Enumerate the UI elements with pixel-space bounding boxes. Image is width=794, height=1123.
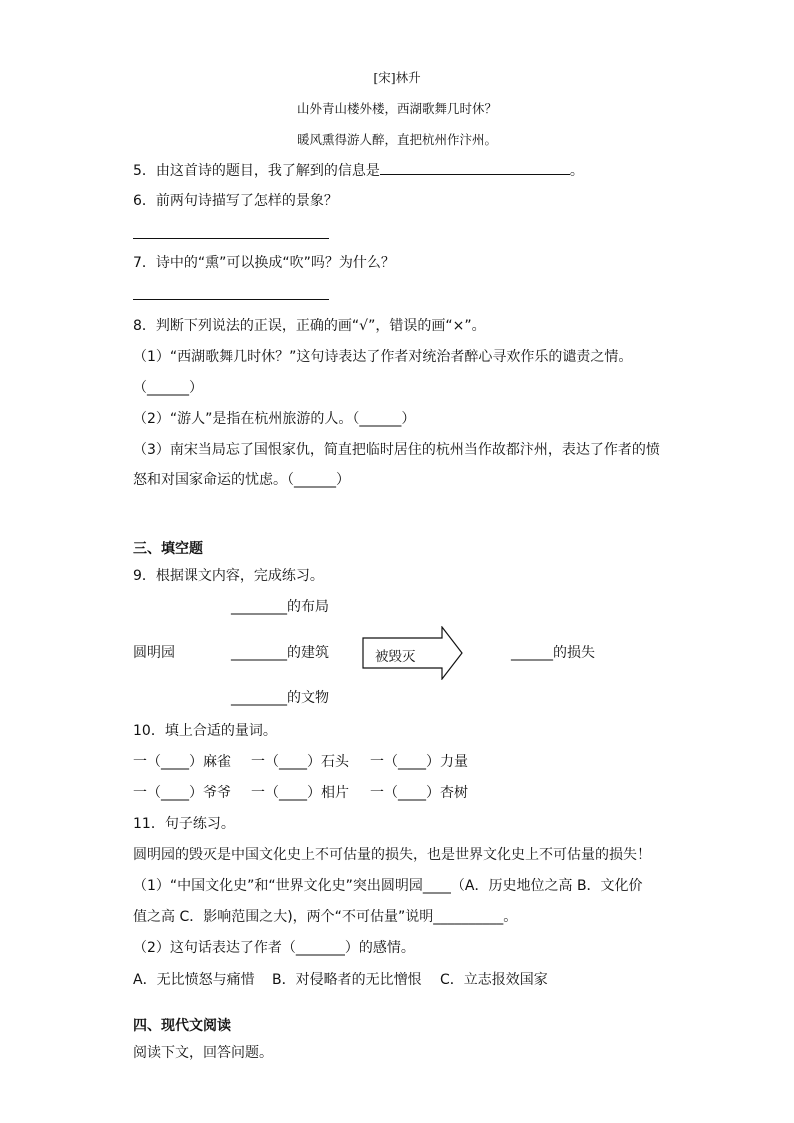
section-4-instruction: 阅读下文，回答问题。 [133,1045,273,1061]
poem-line-2: 暖风熏得游人醉，直把杭州作汴州。 [296,132,497,147]
q9-left-label: 圆明园 [133,645,175,661]
question-5-suffix: 。 [569,163,584,179]
q10-row-1-item-2: 一（____）石头 [251,754,349,770]
answer-line[interactable] [133,238,329,239]
q9-blank-relics: ________的文物 [231,690,329,706]
q11-option-b: B．对侵略者的无比憎恨 [272,972,422,988]
question-9: 9．根据课文内容，完成练习。 [133,568,324,584]
question-5 [133,160,584,181]
question-8-item-3-line-1: （3）南宋当局忘了国恨家仇，简直把临时居住的杭州当作故都汴州，表达了作者的愤 [133,442,660,458]
question-6: 6．前两句诗描写了怎样的景象？ [133,193,338,209]
question-8-item-1: （1）“西湖歌舞几时休？”这句诗表达了作者对统治者醉心寻欢作乐的谴责之情。 [133,349,633,365]
q11-item-2: （2）这句话表达了作者（_______）的感情。 [133,940,415,956]
q10-row-2-item-3: 一（____）杏树 [370,785,468,801]
q11-sentence: 圆明园的毁灭是中国文化史上不可估量的损失，也是世界文化史上不可估量的损失！ [133,847,651,863]
question-11: 11．句子练习。 [133,816,235,832]
q9-arrow-label: 被毁灭 [375,649,416,665]
section-3-title: 三、填空题 [133,541,203,557]
poem-line-1: 山外青山楼外楼，西湖歌舞几时休？ [296,101,497,116]
q10-row-2-item-2: 一（____）相片 [251,785,349,801]
poem-author: [宋]林升 [373,70,421,85]
q11-option-c: C．立志报效国家 [440,972,548,988]
q9-blank-architecture: ________的建筑 [231,645,329,661]
answer-line[interactable] [133,299,329,300]
answer-blank[interactable] [380,160,570,175]
q11-item-1-line-2: 值之高 C．影响范围之大)，两个“不可估量”说明__________。 [133,909,518,925]
q11-item-1-line-1: （1）“中国文化史”和“世界文化史”突出圆明园____（A．历史地位之高 B．文化价 [133,878,643,894]
question-8: 8．判断下列说法的正误，正确的画“√”，错误的画“×”。 [133,318,486,334]
question-8-item-1-blank[interactable]: （______） [133,380,203,396]
question-5-text: 5．由这首诗的题目，我了解到的信息是 [133,163,380,179]
question-8-item-3-line-2: 怒和对国家命运的忧虑。（______） [133,472,350,488]
q9-blank-loss: ______的损失 [511,645,595,661]
q10-row-2-item-1: 一（____）爷爷 [133,785,231,801]
q11-option-a: A．无比愤怒与痛惜 [133,972,255,988]
q10-row-1-item-3: 一（____）力量 [370,754,468,770]
question-8-item-2: （2）“游人”是指在杭州旅游的人。（______） [133,411,416,427]
section-4-title: 四、现代文阅读 [133,1018,231,1034]
question-7: 7．诗中的“熏”可以换成“吹”吗？为什么？ [133,255,395,271]
question-10: 10．填上合适的量词。 [133,723,277,739]
q9-blank-layout: ________的布局 [231,599,329,615]
q10-row-1-item-1: 一（____）麻雀 [133,754,231,770]
